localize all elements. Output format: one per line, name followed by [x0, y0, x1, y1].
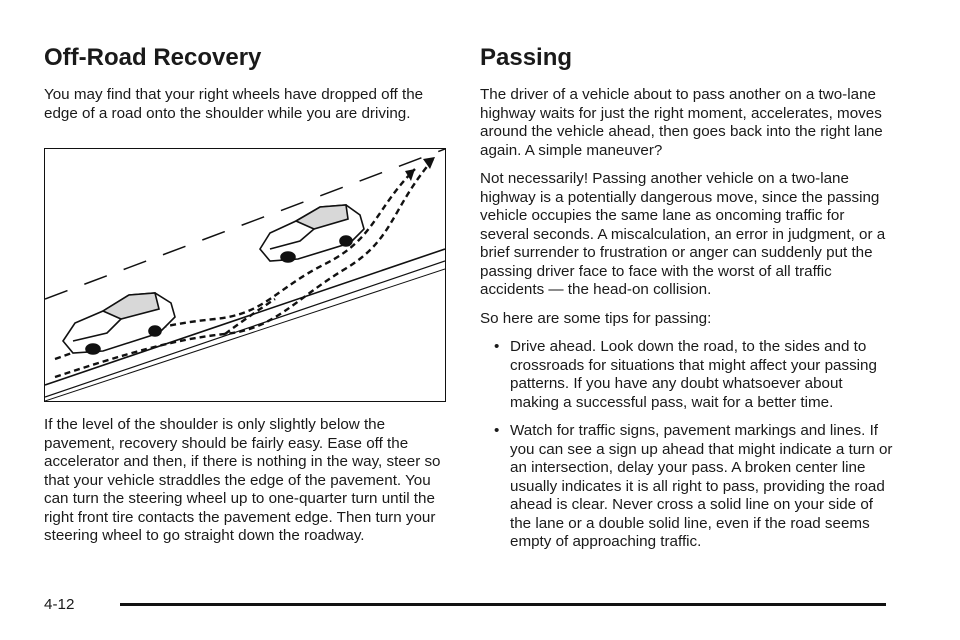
passing-paragraph-1: The driver of a vehicle about to pass another on a two-lane highway waits for just the right moment, accelerates, moves around the vehicle ahead, then goes back into the right lane again. A simple maneuver? [480, 86, 883, 159]
page-number: 4-12 [44, 596, 75, 613]
passing-tips-list [480, 338, 895, 552]
tip-text: Drive ahead. Look down the road, to the sides and to crossroads for situations that might affect your passing patterns. If you have any doubt whatsoever about making a successful pass, wait for a better time. [510, 338, 877, 411]
bullet-icon: • [494, 422, 500, 439]
road-illustration-svg [45, 149, 445, 401]
car-icon [63, 293, 175, 354]
bullet-icon: • [494, 338, 500, 355]
left-column-lower [44, 416, 449, 556]
footer-rule [120, 603, 886, 606]
arrowhead-icon [405, 169, 415, 181]
passing-paragraph-2: Not necessarily! Passing another vehicle on a two-lane highway is a potentially dangerous move, since the passing vehicle occupies the same lane as oncoming traffic for several seconds. A miscalculation, an error in judgment, or a brief surrender to frustration or anger can suddenly put the passing driver face to face with the worst of all traffic accidents — the head-on collision. [480, 170, 886, 298]
passing-paragraph-3: So here are some tips for passing: [480, 309, 712, 327]
left-column [44, 44, 449, 133]
right-column [480, 44, 895, 562]
intro-paragraph: You may find that your right wheels have dropped off the edge of a road onto the shoulder while you are driving. [44, 86, 424, 122]
tip-text: Watch for traffic signs, pavement markings and lines. If you can see a sign up ahead that might indicate a turn or an intersection, delay your pass. A broken center line usually indicates it is all right to pass, providing the road ahead is clear. Never cross a solid line on your side of the lane or a double solid line, even if the road seems empty of approaching traffic. [510, 422, 893, 550]
list-item [480, 422, 895, 552]
road-center-line [45, 149, 445, 299]
section-heading-passing: Passing [480, 44, 573, 71]
off-road-recovery-illustration [44, 148, 446, 402]
section-heading-off-road-recovery: Off-Road Recovery [44, 44, 262, 71]
car-icon [260, 205, 364, 262]
list-item [480, 338, 895, 412]
recovery-paragraph: If the level of the shoulder is only slightly below the pavement, recovery should be fairly easy. Ease off the accelerator and then, if there is nothing in the way, steer so that your vehicle straddles the edge of the pavement. You can turn the steering wheel up to one-quarter turn until the right front tire contacts the pavement edge. Then turn your steering wheel to go straight down the roadway. [44, 416, 441, 544]
arrowhead-icon [423, 157, 435, 169]
